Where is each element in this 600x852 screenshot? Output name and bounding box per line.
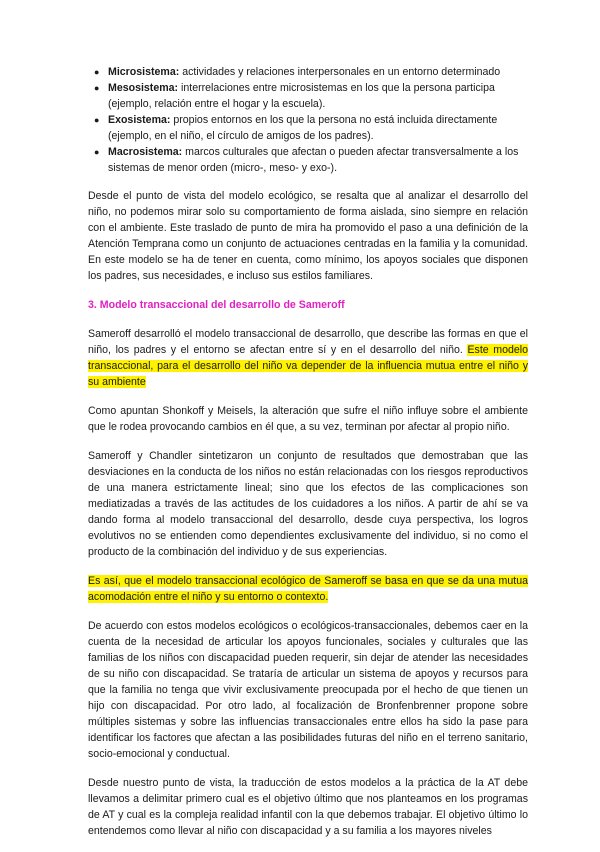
- list-item-term: Mesosistema:: [108, 82, 179, 94]
- bullet-icon: ●: [94, 83, 100, 93]
- systems-bullet-list: [88, 64, 528, 176]
- list-item-term: Microsistema:: [108, 66, 180, 78]
- list-item-text: actividades y relaciones interpersonales en un entorno determinado: [179, 66, 501, 78]
- paragraph-text: Sameroff desarrolló el modelo transaccional de desarrollo, que describe las formas en que el niño, los padres y el entorno se afectan entre sí y en el desarrollo del niño.: [88, 328, 528, 356]
- bullet-icon: ●: [94, 115, 100, 125]
- bullet-icon: ●: [94, 67, 100, 77]
- list-item-text: marcos culturales que afectan o pueden afectar transversalmente a los sistemas de menor orden (micro-, meso- y exo-).: [108, 146, 519, 174]
- paragraph-sameroff-chandler: Sameroff y Chandler sintetizaron un conjunto de resultados que demostraban que las desviaciones en la conducta de los niños no están relacionadas con los riesgos reproductivos de una manera estrictamente lineal; sino que los efectos de las complicaciones son mediatizadas a través de las actitudes de los cuidadores a los niños. A partir de ahí se va dando forma al modelo transaccional del desarrollo, desde cuya perspectiva, los logros evolutivos no se entienden como dependientes exclusivamente del individuo, si no como el producto de la combinación del individuo y de sus experiencias.: [88, 450, 528, 558]
- highlighted-text: Es así, que el modelo transaccional ecológico de Sameroff se basa en que se da una mutua acomodación entre el niño y su entorno o contexto.: [88, 575, 528, 603]
- list-item-text: interrelaciones entre microsistemas en los que la persona participa (ejemplo, relación entre el hogar y la escuela).: [108, 82, 495, 110]
- bullet-icon: ●: [94, 147, 100, 157]
- paragraph-sameroff-model: [88, 326, 528, 390]
- list-item: [94, 144, 528, 176]
- list-item: [94, 112, 528, 144]
- paragraph-mutual-accommodation: [88, 573, 528, 605]
- list-item: [94, 64, 528, 80]
- document-body: [88, 64, 528, 852]
- paragraph-at-practice: Desde nuestro punto de vista, la traducción de estos modelos a la práctica de la AT debe llevamos a delimitar primero cual es el objetivo último que nos planteamos en los programas de AT y cual es la compleja realidad infantil con la que debemos trabajar. El objetivo último lo entendemos como llevar al niño con discapacidad y a su familia a los mayores niveles: [88, 777, 528, 837]
- list-item-term: Macrosistema:: [108, 146, 183, 158]
- list-item: [94, 80, 528, 112]
- paragraph-shonkoff-meisels: Como apuntan Shonkoff y Meisels, la alteración que sufre el niño influye sobre el ambiente que le rodea provocando cambios en él que, a su vez, terminan por afectar al propio niño.: [88, 405, 528, 433]
- list-item-text: propios entornos en los que la persona no está incluida directamente (ejemplo, en el niño, el círculo de amigos de los padres).: [108, 114, 498, 142]
- paragraph-support-systems: De acuerdo con estos modelos ecológicos o ecológicos-transaccionales, debemos caer en la cuenta de la necesidad de articular los apoyos funcionales, sociales y culturales que las familias de los niños con discapacidad pueden requerir, sin dejar de atender las necesidades de su niño con discapacidad. Se trataría de articular un sistema de apoyos y recursos para que la familia no tenga que vivir exclusivamente preocupada por el hecho de que tienen un hijo con discapacidad. Por otro lado, al focalización de Bronfenbrenner propone sobre múltiples sistemas y sobre las influencias transaccionales entre ellos ha sido la pase para identificar los factores que afectan a las posibilidades futuras del niño en el terreno sanitario, socio-emocional y conductual.: [88, 620, 528, 760]
- section-heading: 3. Modelo transaccional del desarrollo de Sameroff: [88, 299, 345, 311]
- highlighted-text: Este modelo transaccional, para el desarrollo del niño va depender de la influencia mutua entre el niño y su ambiente: [88, 344, 529, 388]
- paragraph-ecological-model: Desde el punto de vista del modelo ecológico, se resalta que al analizar el desarrollo del niño, no podemos mirar solo su comportamiento de forma aislada, sino siempre en relación con el ambiente. Este traslado de punto de mira ha promovido el paso a una definición de la Atención Temprana como un conjunto de actuaciones centradas en la familia y la comunidad. En este modelo se ha de tener en cuenta, como mínimo, los apoyos sociales que disponen los padres, sus necesidades, e incluso sus estilos familiares.: [88, 190, 528, 282]
- list-item-term: Exosistema:: [108, 114, 171, 126]
